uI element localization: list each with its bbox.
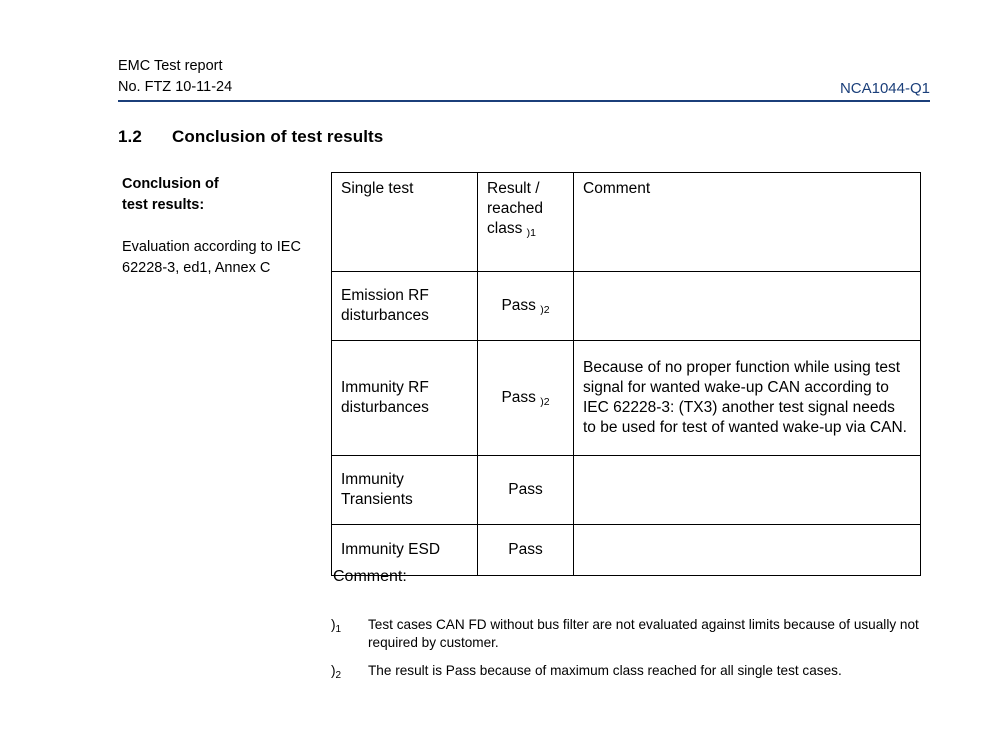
test-name-line-2: disturbances xyxy=(341,307,429,324)
table-row xyxy=(332,525,921,576)
header-divider xyxy=(118,100,930,102)
caption-line-2: test results: xyxy=(122,196,205,213)
table-row xyxy=(332,456,921,525)
report-number: No. FTZ 10-11-24 xyxy=(118,79,233,96)
table-header-row xyxy=(332,173,921,272)
caption-line-1: Conclusion of xyxy=(122,176,219,192)
row-comment xyxy=(574,272,921,341)
test-results-table xyxy=(331,172,921,576)
footnote-text: The result is Pass because of maximum class reached for all single test cases. xyxy=(368,662,842,678)
footnote-marker: )$_1$ xyxy=(331,617,342,635)
evaluation-paragraph: Evaluation according to IEC 62228-3, ed1, Annex C xyxy=(122,239,301,276)
footnote-item xyxy=(331,616,921,653)
row-result xyxy=(478,341,574,456)
header-result-line-1: Result / xyxy=(487,180,540,197)
comment-label: Comment: xyxy=(333,568,407,585)
header-part-number: NCA1044-Q1 xyxy=(839,80,930,98)
row-comment xyxy=(574,456,921,525)
table-row xyxy=(332,341,921,456)
report-title: EMC Test report xyxy=(118,58,223,74)
header-report-info xyxy=(118,56,232,98)
result-value: Pass xyxy=(501,297,541,315)
row-comment: Because of no proper function while using test signal for wanted wake-up CAN according to IEC 62228-3: (TX3) another test signal needs to be used for test of wanted wake-up via CAN. xyxy=(574,341,921,456)
result-value: Pass xyxy=(501,389,541,407)
row-test-name: Immunity ESD xyxy=(332,525,478,576)
table-row xyxy=(332,272,921,341)
row-result xyxy=(478,272,574,341)
test-name-line-1: Immunity RF xyxy=(341,379,429,397)
test-name-line-2: Transients xyxy=(341,491,413,508)
header-result-class xyxy=(478,173,574,272)
row-test-name xyxy=(332,341,478,456)
page-header xyxy=(118,56,930,102)
test-name-line-2: disturbances xyxy=(341,399,429,416)
footnote-marker: )$_2$ xyxy=(331,662,342,681)
section-number: 1.2 xyxy=(118,127,142,146)
header-comment: Comment xyxy=(574,173,921,272)
test-name-line-1: Emission RF xyxy=(341,287,429,305)
header-result-line-2: reached xyxy=(487,199,544,217)
header-single-test: Single test xyxy=(332,173,478,272)
row-result: Pass xyxy=(478,456,574,525)
header-result-line-3: class $_{)1}$ xyxy=(487,219,536,239)
footnote-text: Test cases CAN FD without bus filter are not evaluated against limits because of usually not required by customer. xyxy=(368,617,919,651)
row-result: Pass xyxy=(478,525,574,576)
row-comment xyxy=(574,525,921,576)
row-test-name xyxy=(332,272,478,341)
conclusion-caption-block xyxy=(122,174,317,278)
footnotes-block xyxy=(331,616,921,689)
test-name-line-1: Immunity xyxy=(341,471,404,489)
section-title-text: Conclusion of test results xyxy=(172,127,384,146)
footnote-mark-2: )2 xyxy=(540,304,550,317)
section-heading xyxy=(118,127,383,147)
row-test-name xyxy=(332,456,478,525)
footnote-mark-2: )2 xyxy=(540,396,550,409)
footnote-mark-1: )1 xyxy=(526,226,536,239)
footnote-item xyxy=(331,662,921,680)
